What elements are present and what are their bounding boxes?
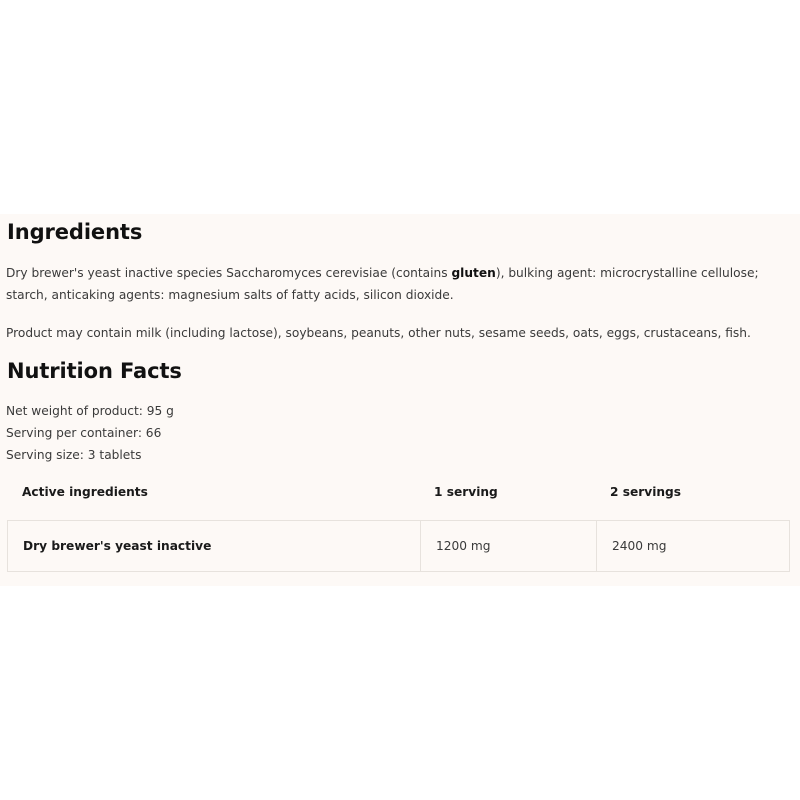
column-header-active-ingredients: Active ingredients bbox=[22, 485, 148, 499]
allergen-notice: Product may contain milk (including lactose), soybeans, peanuts, other nuts, sesame seeds, oats, eggs, crustaceans, fish. bbox=[6, 326, 751, 340]
nutrition-facts-heading: Nutrition Facts bbox=[7, 359, 182, 383]
table-cell-ingredient: Dry brewer's yeast inactive bbox=[23, 539, 212, 553]
gluten-highlight: gluten bbox=[451, 266, 496, 280]
ingredients-line-1: Dry brewer's yeast inactive species Saccharomyces cerevisiae (contains gluten), bulking agent: microcrystalline cellulose; bbox=[6, 266, 759, 280]
servings-per-container: Serving per container: 66 bbox=[6, 426, 162, 440]
column-header-2-servings: 2 servings bbox=[610, 485, 682, 499]
table-cell-2-servings: 2400 mg bbox=[596, 521, 789, 571]
serving-size: Serving size: 3 tablets bbox=[6, 448, 142, 462]
net-weight: Net weight of product: 95 g bbox=[6, 404, 174, 418]
table-cell-1-serving: 1200 mg bbox=[420, 521, 596, 571]
ingredients-line-2: starch, anticaking agents: magnesium salts of fatty acids, silicon dioxide. bbox=[6, 288, 454, 302]
ingredients-heading: Ingredients bbox=[7, 220, 143, 244]
column-header-1-serving: 1 serving bbox=[434, 485, 498, 499]
table-row bbox=[7, 520, 790, 572]
